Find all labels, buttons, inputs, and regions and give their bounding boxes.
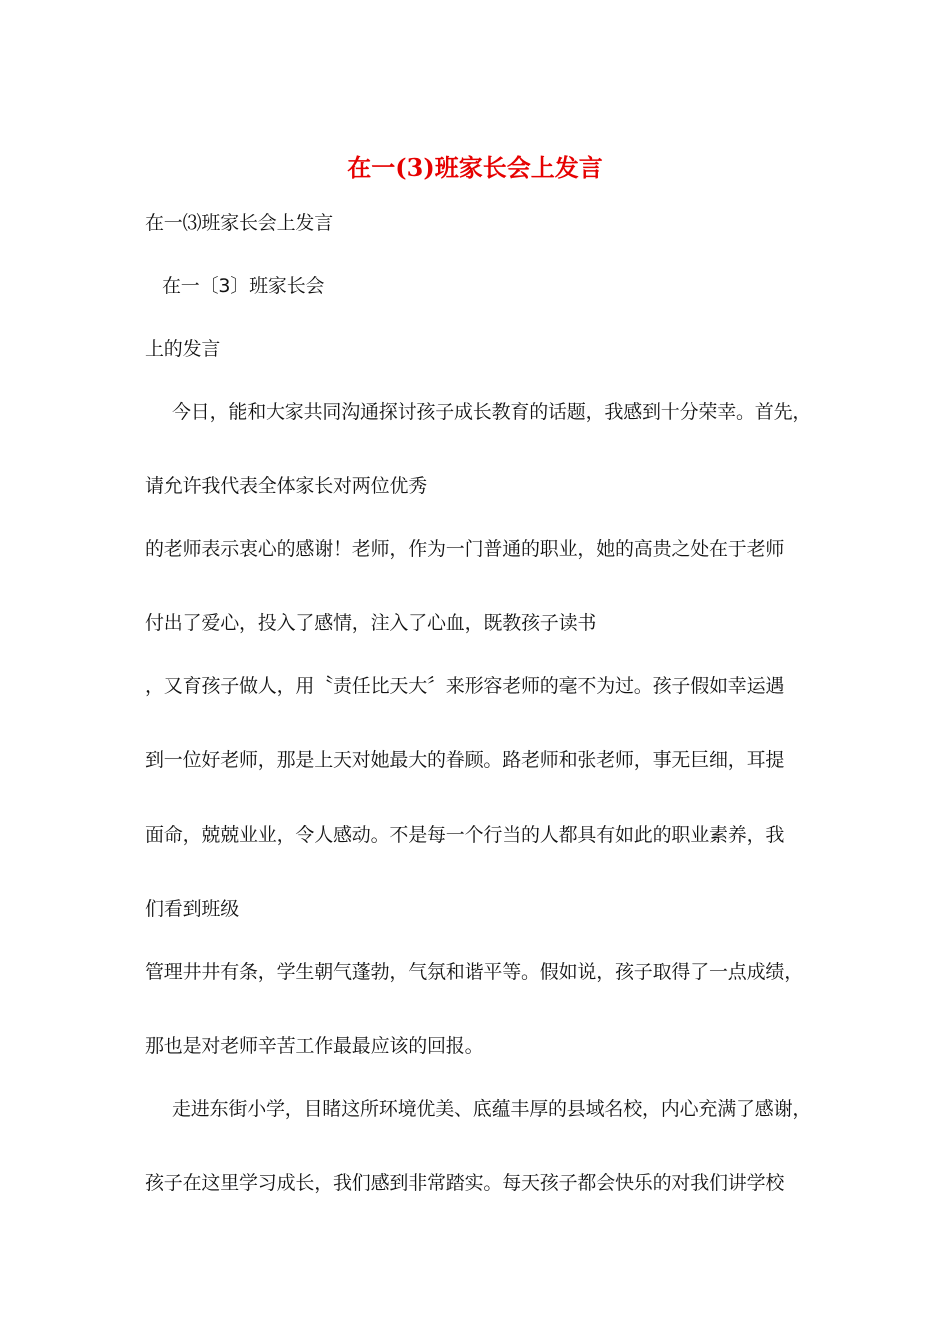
text-line: ，又育孩子做人，用〝责任比天大〞来形容老师的毫不为过。孩子假如幸运遇 bbox=[145, 675, 785, 697]
text-line: 今日，能和大家共同沟通探讨孩子成长教育的话题，我感到十分荣幸。首先， bbox=[172, 401, 812, 423]
text-line: 面命，兢兢业业，令人感动。不是每一个行当的人都具有如此的职业素养，我 bbox=[145, 824, 785, 846]
text-line: 上的发言 bbox=[145, 338, 221, 360]
text-line: 孩子在这里学习成长，我们感到非常踏实。每天孩子都会快乐的对我们讲学校 bbox=[145, 1172, 785, 1194]
text-line: 在一⑶班家长会上发言 bbox=[145, 212, 334, 234]
document-title: 在一(3)班家长会上发言 bbox=[347, 153, 603, 182]
text-line: 的老师表示衷心的感谢！老师，作为一门普通的职业，她的高贵之处在于老师 bbox=[145, 538, 785, 560]
text-line: 走进东街小学，目睹这所环境优美、底蕴丰厚的县域名校，内心充满了感谢， bbox=[172, 1098, 812, 1120]
text-line: 在一〔3〕班家长会 bbox=[162, 275, 325, 297]
text-line: 付出了爱心，投入了感情，注入了心血，既教孩子读书 bbox=[145, 612, 597, 634]
text-line: 到一位好老师，那是上天对她最大的眷顾。路老师和张老师，事无巨细，耳提 bbox=[145, 749, 785, 771]
text-line: 们看到班级 bbox=[145, 898, 240, 920]
text-line: 那也是对老师辛苦工作最最应该的回报。 bbox=[145, 1035, 484, 1057]
text-line: 管理井井有条，学生朝气蓬勃，气氛和谐平等。假如说，孩子取得了一点成绩， bbox=[145, 961, 804, 983]
text-line: 请允许我代表全体家长对两位优秀 bbox=[145, 475, 428, 497]
